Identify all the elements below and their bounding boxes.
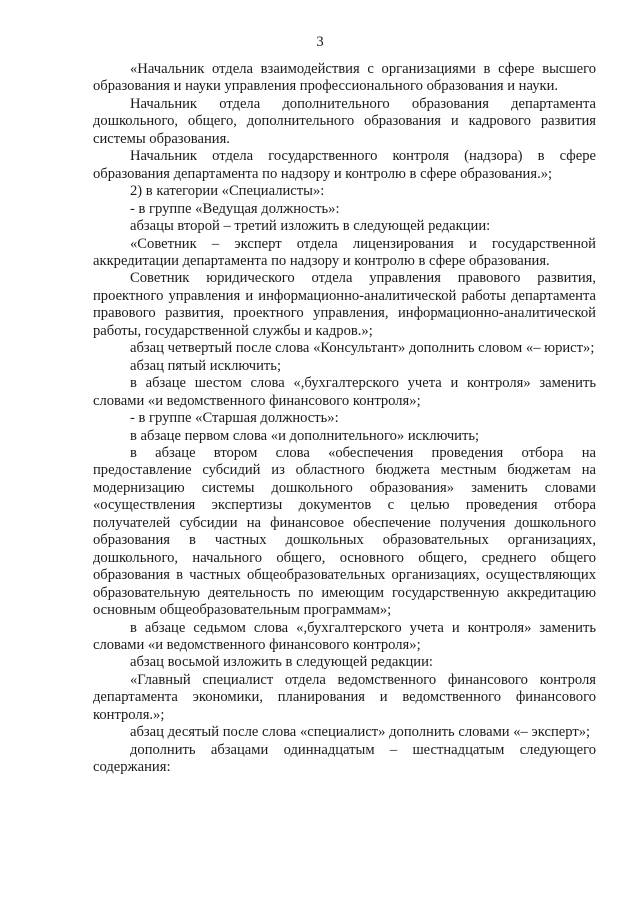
paragraph-14: в абзаце втором слова «обеспечения проведения отбора на предоставление субсидий из областного бюджета местным бюджетам на модернизацию системы дошкольного образования» заменить словами «осуществления экспертизы документов с целью проведения отбора получателей субсидии на финансовое обеспечение получения дошкольного образования в частных дошкольных образовательных организациях, дошкольного, начального общего, основного общего, среднего общего образования в частных общеобразовательных организациях, осуществляющих образовательную деятельность по имеющим государственную аккредитацию основным общеобразовательным программам»;	[93, 444, 596, 619]
paragraph-18: абзац десятый после слова «специалист» дополнить словами «– эксперт»;	[130, 724, 591, 741]
paragraph-4: 2) в категории «Специалисты»:	[130, 183, 325, 200]
paragraph-1: «Начальник отдела взаимодействия с организациями в сфере высшего образования и науки управления профессионального образования и науки.	[93, 61, 596, 95]
paragraph-2: Начальник отдела дополнительного образования департамента дошкольного, общего, дополнительного образования и кадрового развития системы образования.	[93, 95, 596, 147]
paragraph-8: Советник юридического отдела управления правового развития, проектного управления и информационно-аналитической работы департамента правового развития, проектного управления, информационно-аналитической работы, государственной службы и кадров.»;	[93, 270, 596, 339]
paragraph-5: - в группе «Ведущая должность»:	[130, 200, 340, 217]
paragraph-15: в абзаце седьмом слова «,бухгалтерского учета и контроля» заменить словами «и ведомственного финансового контроля»;	[93, 619, 596, 653]
page-number: 3	[316, 34, 324, 50]
paragraph-6: абзацы второй – третий изложить в следующей редакции:	[130, 218, 491, 235]
paragraph-17: «Главный специалист отдела ведомственного финансового контроля департамента экономики, планирования и ведомственного финансового контроля.»;	[93, 671, 596, 723]
document-body	[93, 61, 596, 777]
paragraph-13: в абзаце первом слова «и дополнительного» исключить;	[130, 427, 480, 444]
paragraph-19: дополнить абзацами одиннадцатым – шестнадцатым следующего содержания:	[93, 741, 596, 776]
paragraph-16: абзац восьмой изложить в следующей редакции:	[130, 654, 433, 671]
paragraph-9: абзац четвертый после слова «Консультант» дополнить словом «– юрист»;	[130, 340, 595, 357]
paragraph-7: «Советник – эксперт отдела лицензирования и государственной аккредитации департамента по надзору и контролю в сфере образования.	[93, 235, 596, 269]
paragraph-12: - в группе «Старшая должность»:	[130, 410, 339, 427]
paragraph-3: Начальник отдела государственного контроля (надзора) в сфере образования департамента по надзору и контролю в сфере образования.»;	[93, 148, 596, 182]
paragraph-10: абзац пятый исключить;	[130, 357, 282, 374]
paragraph-11: в абзаце шестом слова «,бухгалтерского учета и контроля» заменить словами «и ведомственного финансового контроля»;	[93, 375, 596, 409]
